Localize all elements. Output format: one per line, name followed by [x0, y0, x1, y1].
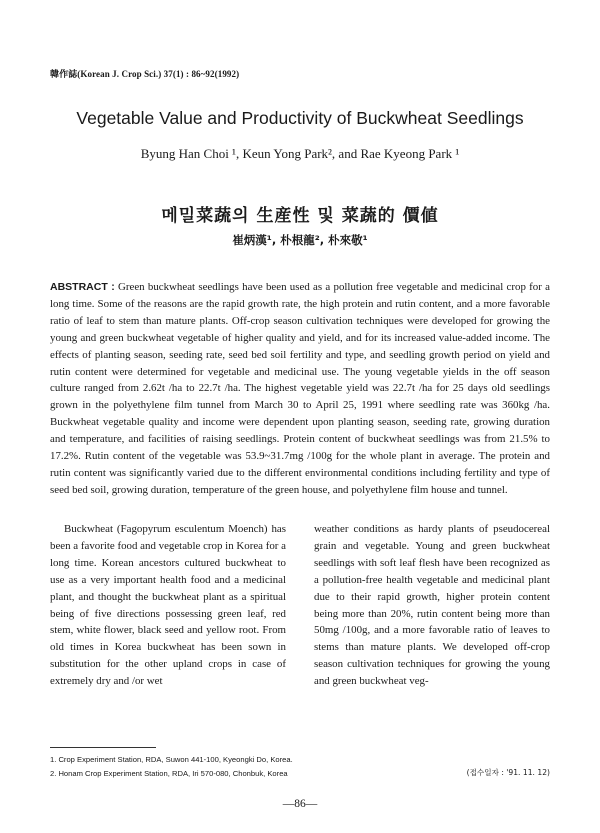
received-date: (접수일자 : '91. 11. 12) [466, 768, 550, 777]
abstract-label: ABSTRACT : [50, 281, 115, 293]
footnote-divider [50, 747, 156, 748]
paper-title-english: Vegetable Value and Productivity of Buckwheat Seedlings [76, 108, 524, 128]
footnote-1: 1. Crop Experiment Station, RDA, Suwon 441-100, Kyeongki Do, Korea. [50, 755, 293, 764]
page-number: —86— [282, 798, 318, 810]
paper-title-korean: 메밀菜蔬의 生産性 및 菜蔬的 價値 [161, 206, 439, 226]
authors-korean: 崔炳漢¹, 朴根龍², 朴來敬¹ [232, 233, 368, 247]
body-right-column: weather conditions as hardy plants of pseudocereal grain and vegetable. Young and green buckwheat seedlings with soft leaf flesh have been recognized as a pollution-free health vegetable and medicinal plant due to their rapid growth, higher protein content being more than 20%, rutin content being more than 50mg /100g, and a more favorable ratio of leaves to stems than mature plants. We developed off-crop season cultivation techniques for growing the young and green buckwheat veg- [314, 523, 550, 688]
body-left-column: Buckwheat (Fagopyrum esculentum Moench) has been a favorite food and vegetable crop in Korea for a long time. Korean ancestors cultured buckwheat to use as a very important health food and a medicinal plant, and thought the buckwheat plant as a spiritual being of five directions possessing green leaf, red stem, white flower, black seed and yellow root. From old times in Korea buckwheat has been sown in substitution for the other upland crops in case of extremely dry and /or wet [50, 523, 286, 688]
footnote-2: 2. Honam Crop Experiment Station, RDA, Iri 570-080, Chonbuk, Korea [50, 768, 288, 778]
abstract [50, 279, 550, 499]
footnotes [50, 753, 293, 780]
authors-english: Byung Han Choi ¹, Keun Yong Park², and Rae Kyeong Park ¹ [140, 146, 460, 161]
abstract-text: Green buckwheat seedlings have been used as a pollution free vegetable and medicinal crop for a long time. Some of the reasons are the rapid growth rate, the high protein and rutin content, and a more favorable ratio of leaf to stem than mature plants. Off-crop season cultivation techniques were developed for growing the young and green buckwheat vegetable of higher quality and yield, and for its increased value-added income. The effects of planting season, seeding rate, seed bed soil fertility and type, and seedling growth period on yield and rutin content were determined for vegetable and medicinal use. The young vegetable yields in the off season culture ranged from 2.62t /ha to 22.7t /ha. The highest vegetable yield was 22.7t /ha for 25 days old seedlings grown in the polyethylene film tunnel from March 30 to April 25, 1991 where seedling rate was 360kg /ha. Buckwheat vegetable quality and income were dependent upon planting season, seeding rate, growing duration and temperature, and facilities of raising seedlings. Protein content of buckwheat seedlings was from 21.5% to 17.2%. Rutin content of the vegetable was 53.9~31.7mg /100g for the whole plant in average. The protein and rutin content was significantly varied due to the different environmental conditions including fertility and type of seed bed soil, growing duration, temperature of the green house, and polyethylene film house and tunnel. [50, 281, 550, 496]
journal-citation: 韓作誌(Korean J. Crop Sci.) 37(1) : 86~92(1992) [50, 69, 240, 79]
